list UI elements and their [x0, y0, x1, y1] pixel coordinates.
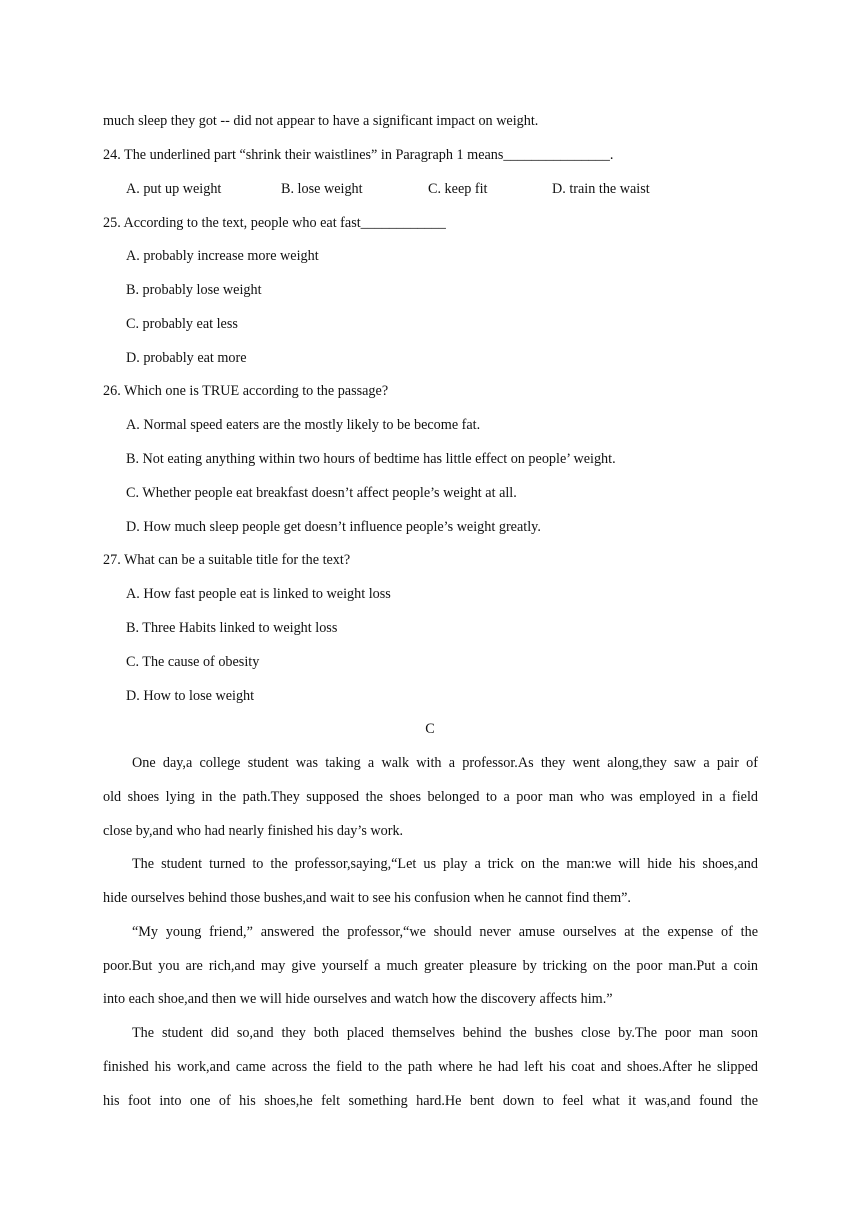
- paragraph-line: his foot into one of his shoes,he felt something hard.He bent down to feel what it was,and found the: [103, 1093, 758, 1109]
- paragraph-line: One day,a college student was taking a walk with a professor.As they went along,they saw a pair of: [132, 755, 758, 771]
- option-c: C. The cause of obesity: [126, 654, 260, 670]
- option-b: B. Not eating anything within two hours of bedtime has little effect on people’ weight.: [126, 451, 616, 467]
- option-a: A. How fast people eat is linked to weight loss: [126, 586, 391, 602]
- section-heading: C: [425, 721, 435, 737]
- question-26: 26. Which one is TRUE according to the passage?: [103, 383, 389, 399]
- option-b: B. probably lose weight: [126, 282, 262, 298]
- question-25: 25. According to the text, people who eat fast____________: [103, 215, 446, 231]
- paragraph-line: hide ourselves behind those bushes,and wait to see his confusion when he cannot find them”.: [103, 890, 631, 906]
- option-c: C. Whether people eat breakfast doesn’t affect people’s weight at all.: [126, 485, 517, 501]
- option-c: C. keep fit: [428, 181, 488, 197]
- paragraph-line: finished his work,and came across the field to the path where he had left his coat and shoes.After he slipped: [103, 1059, 758, 1075]
- option-c: C. probably eat less: [126, 316, 238, 332]
- option-d: D. How to lose weight: [126, 688, 255, 704]
- option-a: A. probably increase more weight: [126, 248, 319, 264]
- option-a: A. put up weight: [126, 181, 222, 197]
- question-27: 27. What can be a suitable title for the text?: [103, 552, 351, 568]
- option-d: D. probably eat more: [126, 350, 247, 366]
- question-24: 24. The underlined part “shrink their waistlines” in Paragraph 1 means_______________.: [103, 147, 614, 163]
- paragraph-line: poor.But you are rich,and may give yourself a much greater pleasure by tricking on the poor man.Put a coin: [103, 958, 758, 974]
- paragraph-line: The student turned to the professor,saying,“Let us play a trick on the man:we will hide his shoes,and: [132, 856, 758, 872]
- option-b: B. Three Habits linked to weight loss: [126, 620, 338, 636]
- paragraph-line: The student did so,and they both placed themselves behind the bushes close by.The poor man soon: [132, 1025, 758, 1041]
- paragraph-line: “My young friend,” answered the professor,“we should never amuse ourselves at the expense of the: [132, 924, 758, 940]
- option-b: B. lose weight: [281, 181, 363, 197]
- option-d: D. train the waist: [552, 181, 650, 197]
- option-a: A. Normal speed eaters are the mostly likely to be become fat.: [126, 417, 481, 433]
- paragraph-line: old shoes lying in the path.They supposed the shoes belonged to a poor man who was employed in a field: [103, 789, 758, 805]
- paragraph-line: into each shoe,and then we will hide ourselves and watch how the discovery affects him.”: [103, 991, 613, 1007]
- option-d: D. How much sleep people get doesn’t influence people’s weight greatly.: [126, 519, 541, 535]
- paragraph-line: close by,and who had nearly finished his day’s work.: [103, 823, 404, 839]
- passage-text-line: much sleep they got -- did not appear to have a significant impact on weight.: [103, 113, 539, 129]
